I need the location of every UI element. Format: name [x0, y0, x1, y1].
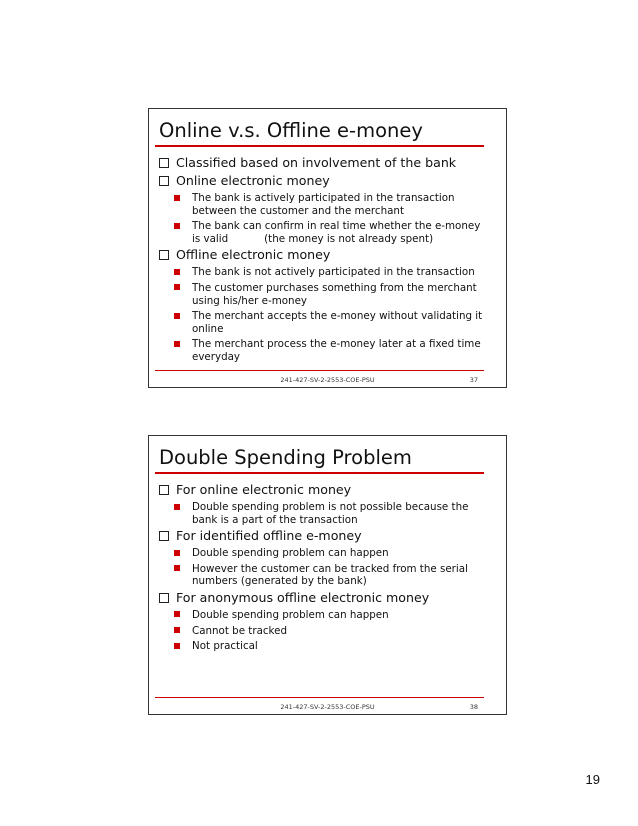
- hollow-square-bullet-icon: [159, 485, 169, 495]
- slide-title: Double Spending Problem: [159, 446, 412, 469]
- bullet-item: [158, 247, 490, 263]
- red-square-bullet-icon: [174, 627, 180, 633]
- sub-bullet-text: The customer purchases something from the merchant using his/her e-money: [192, 281, 477, 307]
- page-number: 19: [585, 772, 600, 787]
- sub-bullet-item: [158, 282, 490, 307]
- slide-2: [148, 435, 507, 715]
- bullet-text: Offline electronic money: [176, 247, 331, 263]
- sub-bullet-text: Cannot be tracked: [192, 624, 288, 637]
- slide-body: [158, 480, 490, 653]
- sub-bullet-item: [158, 220, 490, 245]
- red-square-bullet-icon: [174, 643, 180, 649]
- bullet-text: For online electronic money: [176, 482, 352, 497]
- red-square-bullet-icon: [174, 195, 180, 201]
- hollow-square-bullet-icon: [159, 250, 169, 260]
- red-square-bullet-icon: [174, 565, 180, 571]
- slide-number: 38: [469, 703, 478, 711]
- bullet-text: Online electronic money: [176, 173, 330, 188]
- red-square-bullet-icon: [174, 611, 180, 617]
- sub-bullet-item: [158, 625, 490, 638]
- bullet-item: [158, 590, 490, 606]
- sub-bullet-text: Not practical: [192, 640, 258, 653]
- sub-bullet-text: Double spending problem can happen: [192, 547, 389, 560]
- red-square-bullet-icon: [174, 341, 180, 347]
- sub-bullet-item: [158, 192, 490, 217]
- sub-bullet-text: The merchant accepts the e-money without validating it online: [192, 310, 483, 335]
- red-square-bullet-icon: [174, 504, 180, 510]
- sub-bullet-text: The merchant process the e-money later at a fixed time everyday: [192, 338, 481, 363]
- sub-bullet-text: However the customer can be tracked from the serial numbers (generated by the bank): [192, 562, 468, 588]
- title-rule: [155, 145, 484, 147]
- sub-bullet-text: The bank can confirm in real time whether the e-money is valid (the money is not already spent): [192, 220, 484, 245]
- bullet-item: [158, 155, 490, 171]
- hollow-square-bullet-icon: [159, 176, 169, 186]
- slide-title: Online v.s. Offline e-money: [159, 119, 423, 142]
- bullet-item: [158, 482, 490, 498]
- sub-bullet-item: [158, 640, 490, 653]
- slide-footer: 241-427-SV-2-2553-COE-PSU: [280, 703, 375, 711]
- sub-bullet-text: The bank is actively participated in the transaction between the customer and the merchant: [192, 192, 455, 217]
- hollow-square-bullet-icon: [159, 593, 169, 603]
- sub-bullet-item: [158, 501, 490, 526]
- bullet-item: [158, 528, 490, 544]
- sub-bullet-item: [158, 547, 490, 560]
- slide-number: 37: [469, 376, 478, 384]
- sub-bullet-text: Double spending problem is not possible because the bank is a part of the transaction: [192, 501, 469, 526]
- sub-bullet-text: Double spending problem can happen: [192, 608, 389, 621]
- red-square-bullet-icon: [174, 550, 180, 556]
- footer-rule: [155, 370, 484, 371]
- sub-bullet-item: [158, 266, 490, 279]
- slide-footer: 241-427-SV-2-2553-COE-PSU: [280, 376, 375, 384]
- footer-rule: [155, 697, 484, 698]
- sub-bullet-text: The bank is not actively participated in the transaction: [192, 266, 475, 279]
- bullet-text: Classified based on involvement of the bank: [176, 155, 457, 170]
- sub-bullet-item: [158, 609, 490, 622]
- red-square-bullet-icon: [174, 223, 180, 229]
- bullet-text: For identified offline e-money: [176, 528, 362, 544]
- bullet-text: For anonymous offline electronic money: [176, 589, 430, 605]
- bullet-item: [158, 173, 490, 189]
- title-rule: [155, 472, 484, 474]
- red-square-bullet-icon: [174, 313, 180, 319]
- sub-bullet-item: [158, 310, 490, 335]
- red-square-bullet-icon: [174, 284, 180, 290]
- hollow-square-bullet-icon: [159, 531, 169, 541]
- sub-bullet-item: [158, 338, 490, 363]
- hollow-square-bullet-icon: [159, 158, 169, 168]
- red-square-bullet-icon: [174, 269, 180, 275]
- slide-1: [148, 108, 507, 388]
- sub-bullet-item: [158, 563, 490, 588]
- slide-body: [158, 153, 490, 364]
